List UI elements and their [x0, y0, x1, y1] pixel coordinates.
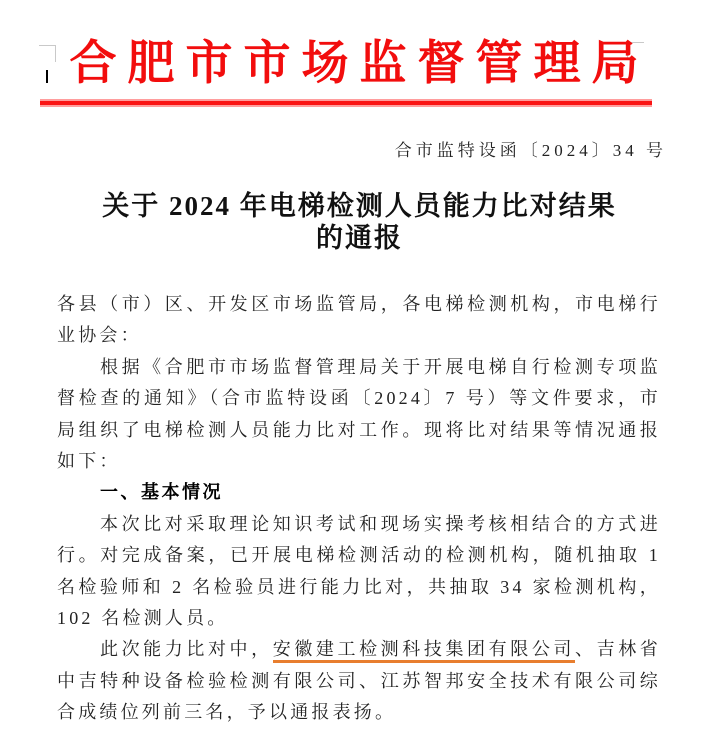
- paragraph: [57, 352, 661, 478]
- section-heading: [57, 477, 661, 508]
- document-title-line-2: 的通报: [316, 223, 403, 253]
- text-segment: 、吉林省中吉特种设备检验检测有限公司、江苏智邦安全技术有限公司综合成绩位列前三名，予以通报表扬。: [57, 639, 661, 723]
- text-segment: 本次比对采取理论知识考试和现场实操考核相结合的方式进行。对完成备案，已开展电梯检测活动的检测机构，随机抽取 1 名检验师和 2 名检验员进行能力比对，共抽取 34 家检测机构，102 名检测人员。: [57, 513, 661, 629]
- text-segment: 此次能力比对中，: [100, 639, 273, 660]
- agency-name: 合肥市市场监督管理局: [69, 38, 650, 90]
- red-divider-line: [40, 99, 652, 107]
- document-title: [0, 190, 719, 254]
- paragraph: [57, 509, 661, 635]
- salutation: 各县（市）区、开发区市场监管局，各电梯检测机构，市电梯行业协会：: [57, 294, 661, 346]
- agency-letterhead: [0, 26, 719, 93]
- text-segment: 根据《合肥市市场监督管理局关于开展电梯自行检测专项监督检查的通知》（合市监特设函〔2024〕7 号）等文件要求，市局组织了电梯检测人员能力比对工作。现将比对结果等情况通报如下：: [57, 356, 661, 472]
- text-segment: 一、基本情况: [100, 482, 223, 503]
- body-paragraphs: [57, 289, 661, 729]
- paragraph: [57, 634, 661, 728]
- highlighted-company-name: 安徽建工检测科技集团有限公司: [273, 639, 575, 663]
- document-number: 合市监特设函〔2024〕34 号: [394, 141, 667, 160]
- document-title-line-1: 关于 2024 年电梯检测人员能力比对结果: [102, 191, 617, 221]
